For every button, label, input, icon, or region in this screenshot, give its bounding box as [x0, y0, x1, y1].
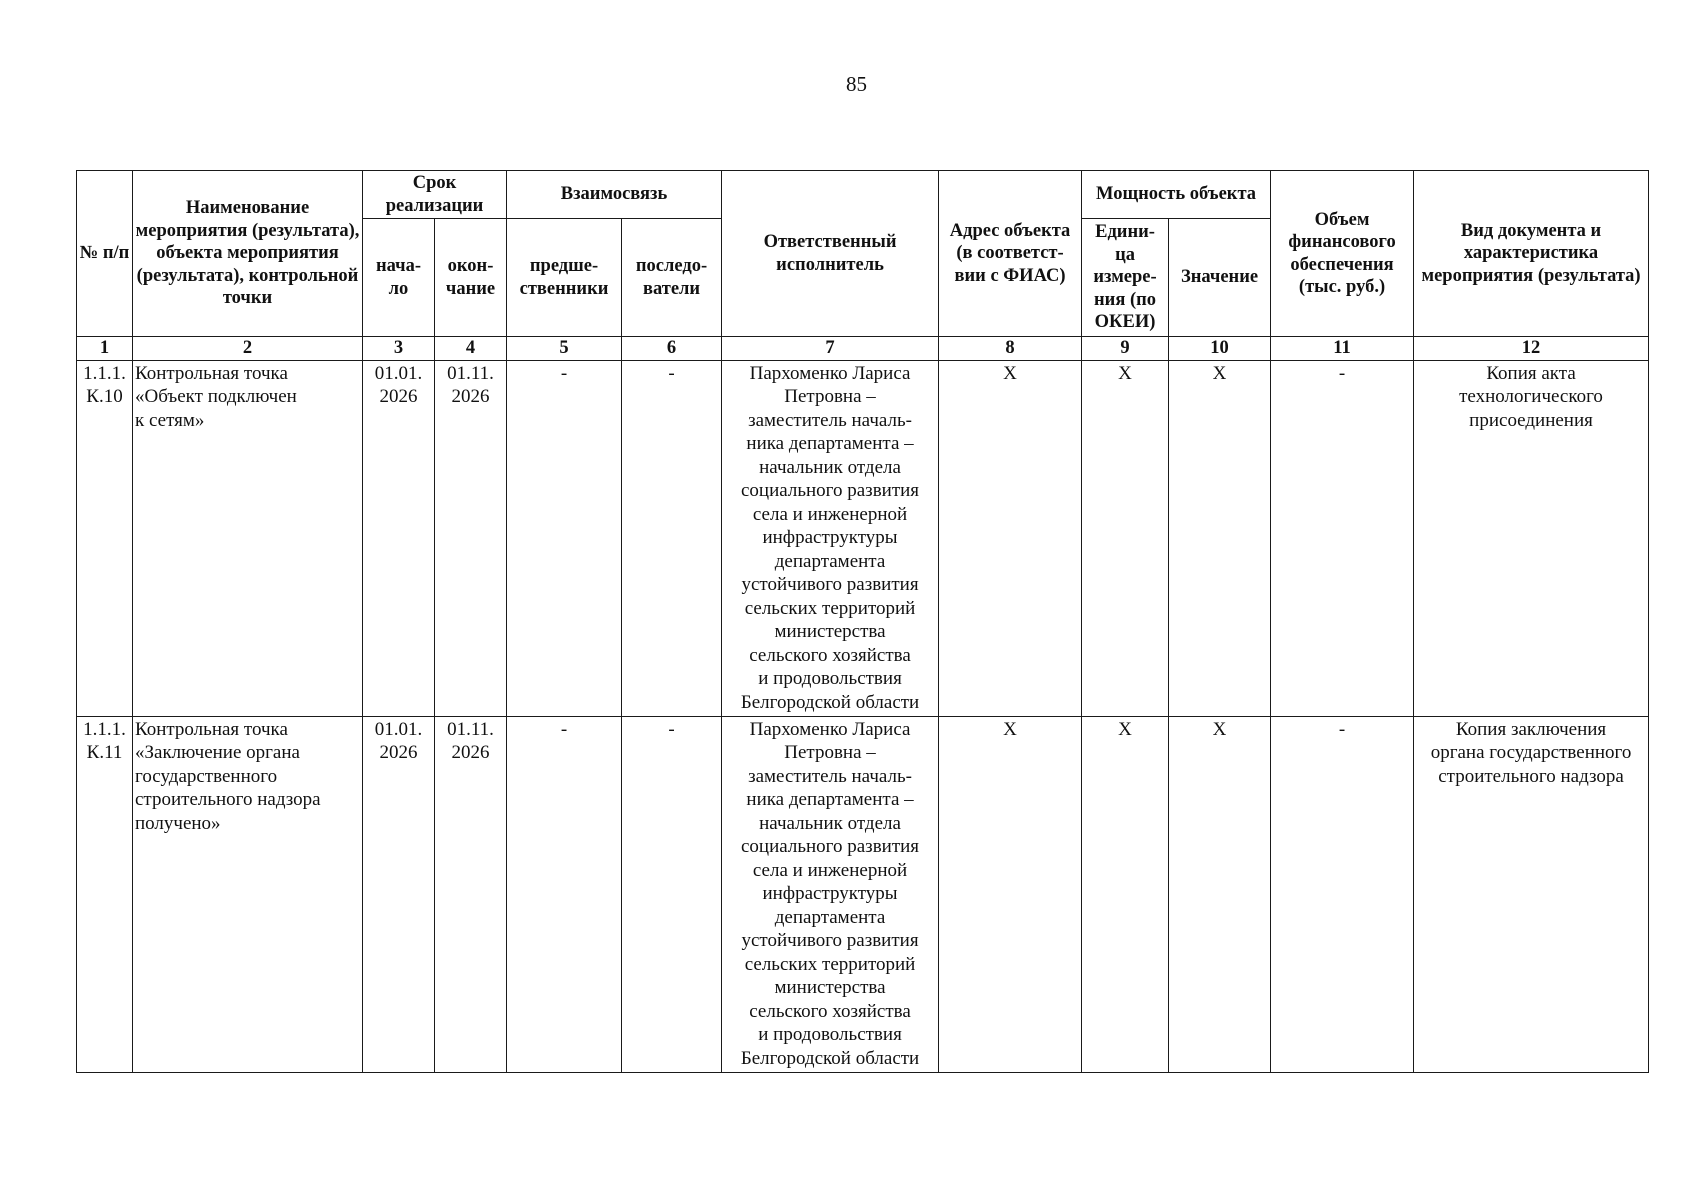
header-col-predecessors: предше- ственники — [507, 219, 622, 337]
column-number: 4 — [435, 337, 507, 361]
column-number: 3 — [363, 337, 435, 361]
row-address: X — [939, 360, 1082, 716]
header-srok-group: Срок реализации — [363, 171, 507, 219]
row-predecessors: - — [507, 360, 622, 716]
header-col-end: окон- чание — [435, 219, 507, 337]
row-unit: X — [1082, 360, 1169, 716]
header-col-start: нача- ло — [363, 219, 435, 337]
header-col-value: Значение — [1169, 219, 1271, 337]
activities-table — [76, 170, 1649, 1073]
row-funding: - — [1271, 716, 1414, 1072]
table-row — [77, 360, 1649, 716]
column-number: 1 — [77, 337, 133, 361]
row-unit: X — [1082, 716, 1169, 1072]
page-number: 85 — [846, 72, 867, 96]
row-end-date: 01.11. 2026 — [435, 716, 507, 1072]
column-number: 10 — [1169, 337, 1271, 361]
table-row — [77, 716, 1649, 1072]
row-successors: - — [622, 716, 722, 1072]
row-predecessors: - — [507, 716, 622, 1072]
row-document: Копия заключения органа государственного строительного надзора — [1414, 716, 1649, 1072]
row-number: 1.1.1. К.10 — [77, 360, 133, 716]
header-col-document: Вид документа и характеристика мероприятия (результата) — [1414, 171, 1649, 337]
header-col-executor: Ответственный исполнитель — [722, 171, 939, 337]
row-name: Контрольная точка «Объект подключен к сетям» — [133, 360, 363, 716]
row-executor: Пархоменко Лариса Петровна – заместитель началь- ника департамента – начальник отдела социального развития села и инженерной инфраструктуры департамента устойчивого развития сельских территорий министерства сельского хозяйства и продовольствия Белгородской области — [722, 360, 939, 716]
row-end-date: 01.11. 2026 — [435, 360, 507, 716]
row-name: Контрольная точка «Заключение органа государственного строительного надзора получено» — [133, 716, 363, 1072]
row-start-date: 01.01. 2026 — [363, 360, 435, 716]
table-header — [77, 171, 1649, 361]
row-start-date: 01.01. 2026 — [363, 716, 435, 1072]
row-successors: - — [622, 360, 722, 716]
header-col-funding: Объем финансового обеспечения (тыс. руб.) — [1271, 171, 1414, 337]
column-number: 2 — [133, 337, 363, 361]
row-number: 1.1.1. К.11 — [77, 716, 133, 1072]
header-moshch-group: Мощность объекта — [1082, 171, 1271, 219]
header-col-address: Адрес объекта (в соответст- вии с ФИАС) — [939, 171, 1082, 337]
row-executor: Пархоменко Лариса Петровна – заместитель началь- ника департамента – начальник отдела социального развития села и инженерной инфраструктуры департамента устойчивого развития сельских территорий министерства сельского хозяйства и продовольствия Белгородской области — [722, 716, 939, 1072]
header-col-name: Наименование мероприятия (результата), объекта мероприятия (результата), контрольной точки — [133, 171, 363, 337]
row-funding: - — [1271, 360, 1414, 716]
column-number-row — [77, 337, 1649, 361]
header-vzaim-group: Взаимосвязь — [507, 171, 722, 219]
row-address: X — [939, 716, 1082, 1072]
column-number: 7 — [722, 337, 939, 361]
row-value: X — [1169, 360, 1271, 716]
column-number: 5 — [507, 337, 622, 361]
column-number: 12 — [1414, 337, 1649, 361]
column-number: 11 — [1271, 337, 1414, 361]
header-col-successors: последо- ватели — [622, 219, 722, 337]
column-number: 8 — [939, 337, 1082, 361]
row-document: Копия акта технологического присоединения — [1414, 360, 1649, 716]
header-col-num: № п/п — [77, 171, 133, 337]
row-value: X — [1169, 716, 1271, 1072]
table-body — [77, 360, 1649, 1072]
column-number: 9 — [1082, 337, 1169, 361]
header-col-unit: Едини- ца измере- ния (по ОКЕИ) — [1082, 219, 1169, 337]
column-number: 6 — [622, 337, 722, 361]
